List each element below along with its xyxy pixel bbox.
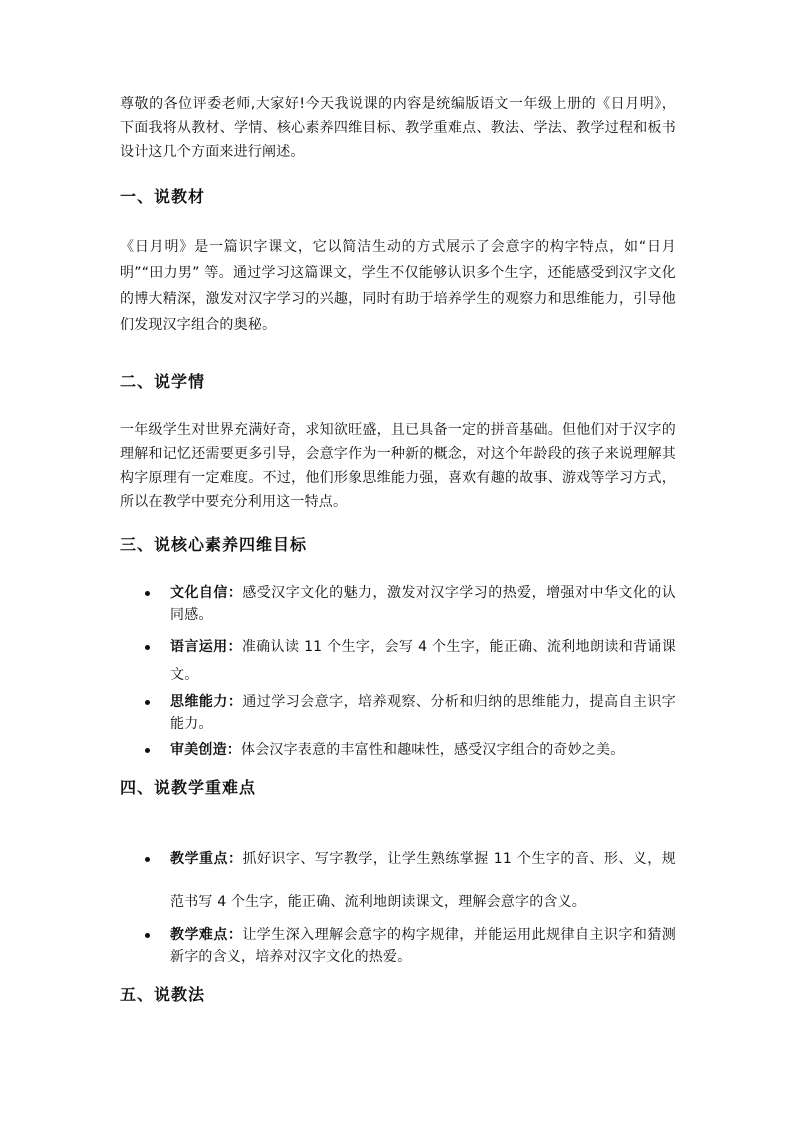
goal-text: 体会汉字表意的丰富性和趣味性，感受汉字组合的奇妙之美。 — [241, 742, 625, 758]
goals-list — [120, 582, 676, 761]
goal-label: 思维能力： — [170, 694, 243, 710]
key-points-list — [120, 838, 676, 968]
key-point-item-difficulty — [120, 924, 676, 968]
section-body-students: 一年级学生对世界充满好奇，求知欲旺盛，且已具备一定的拼音基础。但他们对于汉字的理解和记忆还需要更多引导，会意字作为一种新的概念，对这个年龄段的孩子来说理解其构字原理有一定难度。不过，他们形象思维能力强，喜欢有趣的故事、游戏等学习方式，所以在教学中要充分利用这一特点。 — [120, 422, 676, 510]
section-title-teaching-methods: 五、说教法 — [120, 985, 206, 1004]
key-point-item-focus — [120, 838, 676, 924]
goal-text: 通过学习会意字，培养观察、分析和归纳的思维能力，提高自主识字能力。 — [170, 694, 677, 732]
goal-label: 文化自信： — [170, 585, 243, 601]
goal-label: 审美创造： — [170, 742, 241, 758]
key-point-label: 教学难点： — [170, 927, 243, 943]
goal-item-language — [120, 633, 676, 689]
section-title-textbook: 一、说教材 — [120, 187, 206, 206]
section-title-key-points: 四、说教学重难点 — [120, 778, 257, 797]
bullet-dot-icon — [145, 700, 150, 705]
goal-item-thinking — [120, 691, 676, 735]
section-title-goals: 三、说核心素养四维目标 — [120, 535, 308, 554]
goal-text: 准确认读 11 个生字，会写 4 个生字，能正确、流利地朗读和背诵课文。 — [170, 639, 676, 683]
section-title-students: 二、说学情 — [120, 372, 206, 391]
goal-item-aesthetic — [120, 739, 676, 761]
bullet-dot-icon — [145, 591, 150, 596]
bullet-dot-icon — [145, 933, 150, 938]
bullet-dot-icon — [145, 748, 150, 753]
goal-label: 语言运用： — [170, 639, 242, 655]
bullet-dot-icon — [145, 857, 150, 862]
intro-paragraph: 尊敬的各位评委老师,大家好!今天我说课的内容是统编版语文一年级上册的《日月明》，下面我将从教材、学情、核心素养四维目标、教学重难点、教法、学法、教学过程和板书设计这几个方面来进行阐述。 — [120, 96, 676, 160]
section-body-textbook: 《日月明》是一篇识字课文，它以简洁生动的方式展示了会意字的构字特点，如“日月明”“田力男” 等。通过学习这篇课文，学生不仅能够认识多个生字，还能感受到汉字文化的博大精深，激发对汉字学习的兴趣，同时有助于培养学生的观察力和思维能力，引导他们发现汉字组合的奥秘。 — [120, 239, 676, 333]
key-point-text: 让学生深入理解会意字的构字规律，并能运用此规律自主识字和猜测新字的含义，培养对汉字文化的热爱。 — [170, 927, 677, 965]
bullet-dot-icon — [145, 645, 150, 650]
key-point-label: 教学重点： — [170, 851, 243, 867]
key-point-text: 抓好识字、写字教学，让学生熟练掌握 11 个生字的音、形、义，规范书写 4 个生字，能正确、流利地朗读课文，理解会意字的含义。 — [170, 851, 676, 910]
goal-text: 感受汉字文化的魅力，激发对汉字学习的热爱，增强对中华文化的认同感。 — [170, 585, 677, 623]
goal-item-culture — [120, 582, 676, 626]
